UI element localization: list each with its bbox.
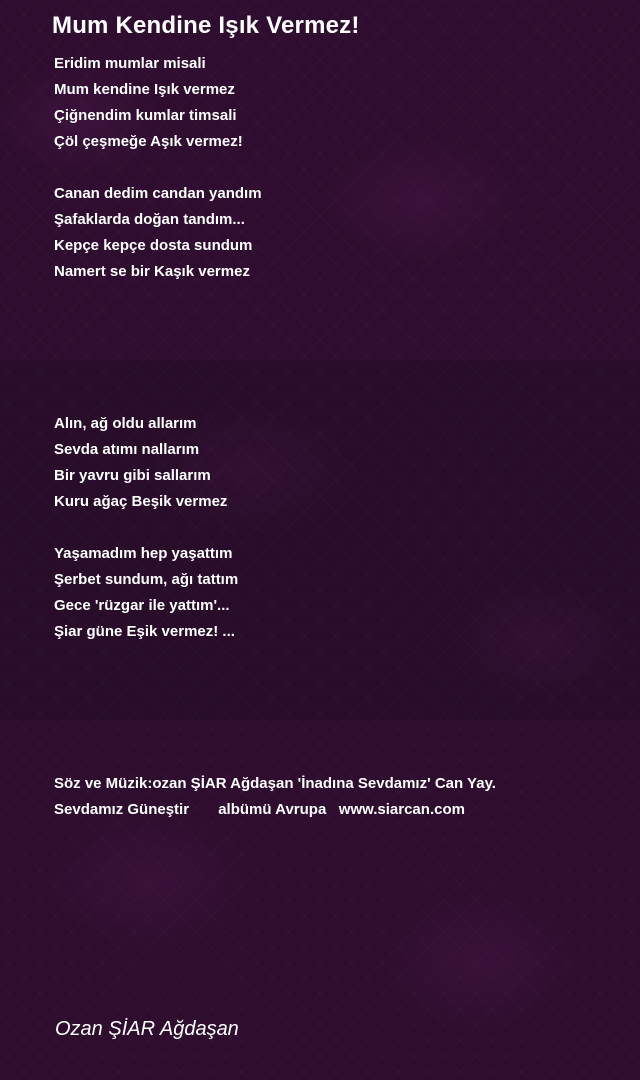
poem-line: Eridim mumlar misali <box>54 55 206 72</box>
poem-line: Mum kendine Işık vermez <box>54 81 235 98</box>
credits-line: Söz ve Müzik:ozan ŞİAR Ağdaşan 'İnadına Sevdamız' Can Yay. <box>54 775 496 792</box>
poem-line: Gece 'rüzgar ile yattım'... <box>54 597 230 614</box>
poem-line: Şerbet sundum, ağı tattım <box>54 571 239 588</box>
credits-line: Sevdamız Güneştir albümü Avrupa www.siarcan.com <box>54 801 465 818</box>
poem-line: Yaşamadım hep yaşattım <box>54 545 233 562</box>
poem-line: Şiar güne Eşik vermez! ... <box>54 623 235 640</box>
poem-line: Namert se bir Kaşık vermez <box>54 263 250 280</box>
poem-line: Sevda atımı nallarım <box>54 441 200 458</box>
poem-title: Mum Kendine Işık Vermez! <box>52 12 360 39</box>
poem-line: Alın, ağ oldu allarım <box>54 415 197 432</box>
author-name: Ozan ŞİAR Ağdaşan <box>55 1018 239 1040</box>
credits <box>54 771 496 823</box>
stanza-1 <box>54 51 243 155</box>
poem-line: Bir yavru gibi sallarım <box>54 467 211 484</box>
stanza-2 <box>54 181 262 285</box>
poem-line: Kuru ağaç Beşik vermez <box>54 493 228 510</box>
poem-line: Çiğnendim kumlar timsali <box>54 107 237 124</box>
stanza-3 <box>54 411 227 515</box>
poem-line: Çöl çeşmeğe Aşık vermez! <box>54 133 243 150</box>
poem-line: Canan dedim candan yandım <box>54 185 262 202</box>
poem-line: Kepçe kepçe dosta sundum <box>54 237 253 254</box>
poem-line: Şafaklarda doğan tandım... <box>54 211 245 228</box>
stanza-4 <box>54 541 238 645</box>
